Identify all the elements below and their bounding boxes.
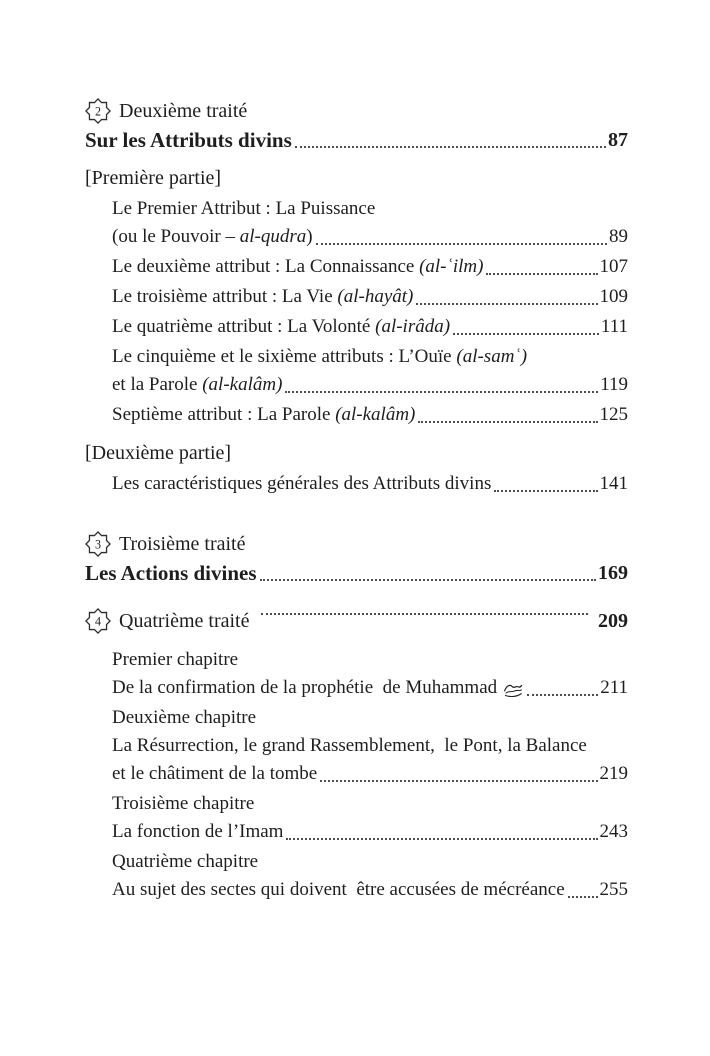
toc-entry-line (112, 848, 628, 876)
dot-leader (486, 253, 597, 281)
dot-leader (453, 313, 599, 341)
toc-entry (112, 253, 628, 281)
toc-entry-line (112, 470, 628, 498)
toc-entry-line (112, 704, 628, 732)
part-label (85, 439, 628, 467)
toc-entry-line (112, 646, 628, 674)
page-number: 87 (608, 129, 628, 151)
dot-leader (285, 371, 598, 399)
entry-text: De la confirmation de la prophétie de Muhammad (112, 677, 502, 698)
entry-text: Quatrième chapitre (112, 851, 259, 872)
toc-entry-line (112, 313, 628, 341)
entry-text: La fonction de l’Imam (112, 821, 284, 842)
toc-entry (112, 848, 628, 904)
toc-entry-line (112, 674, 628, 702)
svg-text:4: 4 (94, 614, 102, 629)
entry-text: Le quatrième attribut : La Volonté (112, 316, 376, 337)
transliteration-text: al-qudra (239, 226, 307, 247)
toc-entry (112, 313, 628, 341)
page-number: 119 (600, 374, 628, 395)
transliteration-text: (al-samʿ) (456, 346, 528, 367)
transliteration-text: (al-hayât) (337, 286, 414, 307)
octagram-ornament-icon (85, 531, 111, 557)
toc-headline (85, 559, 628, 587)
transliteration-text: (al-kalâm) (202, 374, 283, 395)
entry-text: Le cinquième et le sixième attributs : L’Ouïe (112, 346, 457, 367)
toc (85, 97, 628, 904)
page-number: 255 (599, 879, 628, 900)
transliteration-text: (al-irâda) (375, 316, 451, 337)
toc-entry (112, 283, 628, 311)
page-number: 141 (599, 473, 628, 494)
page-number: 169 (598, 562, 628, 584)
dot-leader (320, 760, 597, 788)
toc-entry-line (112, 343, 628, 371)
page-number: 107 (599, 256, 628, 277)
section-heading (85, 97, 628, 125)
part-label-text: [Première partie] (85, 167, 222, 189)
toc-entry (112, 470, 628, 498)
part-label-text: [Deuxième partie] (85, 442, 232, 464)
toc-entry (112, 195, 628, 251)
svg-text:2: 2 (94, 104, 102, 119)
entry-text: ) (306, 226, 313, 247)
entry-text: Le Premier Attribut : La Puissance (112, 198, 376, 219)
toc-entry-line (112, 760, 628, 788)
page-number: 211 (600, 677, 628, 698)
section-title: Troisième traité (119, 533, 246, 555)
dot-leader (260, 559, 596, 587)
octagram-ornament-icon (85, 608, 111, 634)
dot-leader (286, 818, 597, 846)
page-number: 89 (609, 226, 628, 247)
entry-text: et le châtiment de la tombe (112, 763, 318, 784)
svg-text:3: 3 (94, 537, 102, 552)
entry-text: (ou le Pouvoir – (112, 226, 240, 247)
entry-text: Au sujet des sectes qui doivent être accusées de mécréance (112, 879, 565, 900)
toc-headline (85, 126, 628, 154)
part-label (85, 164, 628, 192)
entry-text: Premier chapitre (112, 649, 239, 670)
entry-text: Deuxième chapitre (112, 707, 257, 728)
entry-text: Septième attribut : La Parole (112, 404, 336, 425)
entry-text: Les caractéristiques générales des Attributs divins (112, 473, 492, 494)
page-number: 219 (599, 763, 628, 784)
page-number: 109 (599, 286, 628, 307)
toc-entry (112, 646, 628, 702)
toc-entry-line (112, 253, 628, 281)
dot-leader (494, 470, 597, 498)
toc-entry-line (112, 195, 628, 223)
transliteration-text: (al-kalâm) (335, 404, 416, 425)
octagram-ornament-icon (85, 98, 111, 124)
dot-leader (295, 126, 606, 154)
page-number: 243 (599, 821, 628, 842)
dot-leader (418, 401, 597, 429)
toc-entry-line (112, 371, 628, 399)
toc-entry (112, 704, 628, 788)
headline-text: Sur les Attributs divins (85, 128, 292, 152)
transliteration-text: (al-ʿilm) (419, 256, 484, 277)
toc-entry-line (112, 732, 628, 760)
saw-calligraphy-icon (503, 682, 523, 697)
headline-text: Les Actions divines (85, 561, 257, 585)
entry-text: Troisième chapitre (112, 793, 255, 814)
section-heading (85, 530, 628, 558)
dot-leader (568, 876, 598, 904)
entry-text: La Résurrection, le grand Rassemblement, le Pont, la Balance (112, 735, 587, 756)
dot-leader (527, 674, 598, 702)
dot-leader (316, 223, 607, 251)
entry-text: Le deuxième attribut : La Connaissance (112, 256, 420, 277)
toc-entry (112, 343, 628, 399)
entry-text: et la Parole (112, 374, 203, 395)
toc-entry (112, 790, 628, 846)
toc-entry-line (112, 223, 628, 251)
toc-entry-line (112, 283, 628, 311)
toc-entry (112, 401, 628, 429)
entry-text: Le troisième attribut : La Vie (112, 286, 338, 307)
toc-entry-line (112, 876, 628, 904)
page-number: 125 (599, 404, 628, 425)
section-title: Deuxième traité (119, 100, 248, 122)
toc-entry-line (112, 818, 628, 846)
page-number: 209 (598, 610, 628, 632)
section-heading (85, 607, 628, 635)
toc-entry-line (112, 401, 628, 429)
page-number: 111 (600, 316, 628, 337)
section-title: Quatrième traité (119, 610, 250, 632)
dot-leader (416, 283, 597, 311)
toc-entry-line (112, 790, 628, 818)
